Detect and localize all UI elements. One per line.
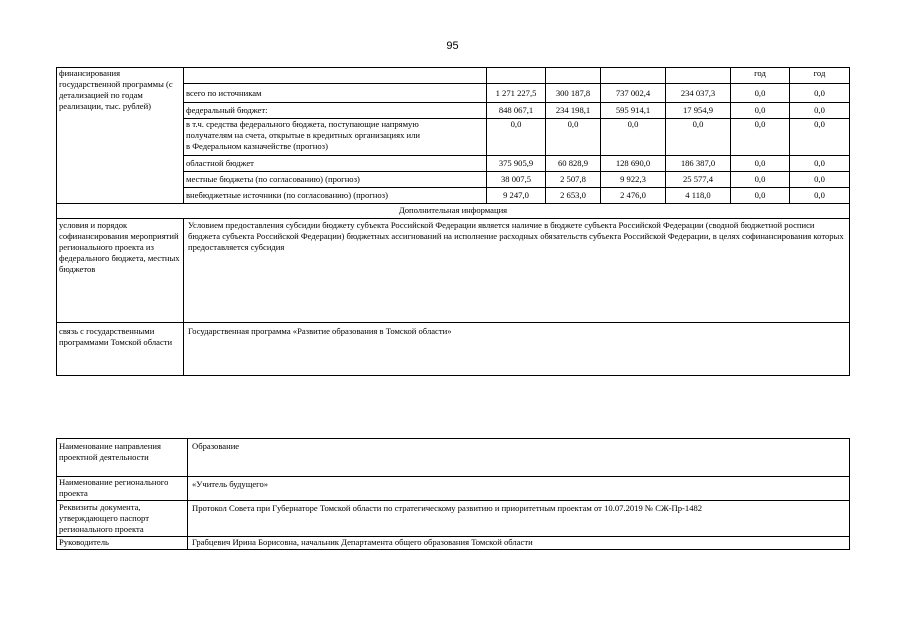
table-row: внебюджетные источники (по согласованию) (прогноз) 9 247,0 2 653,0 2 476,0 4 118,0 0,0 0,0: [57, 188, 850, 204]
table-row: Наименование направления проектной деятельности Образование: [57, 439, 850, 477]
page-number: 95: [446, 40, 459, 52]
financing-label: финансирования государственной программы (с детализацией по годам реализации, тыс. рублей): [57, 68, 184, 204]
table-row: Руководитель Грабцевич Ирина Борисовна, начальник Департамента общего образования Томской области: [57, 537, 850, 550]
table-row: местные бюджеты (по согласованию) (прогноз) 38 007,5 2 507,8 9 922,3 25 577,4 0,0 0,0: [57, 172, 850, 188]
table-row: областной бюджет 375 905,9 60 828,9 128 690,0 186 387,0 0,0 0,0: [57, 156, 850, 172]
table-row: всего по источникам 1 271 227,5 300 187,8 737 002,4 234 037,3 0,0 0,0: [57, 84, 850, 103]
table-row: Наименование регионального проекта «Учитель будущего»: [57, 477, 850, 501]
table-row: федеральный бюджет: 848 067,1 234 198,1 595 914,1 17 954,9 0,0 0,0: [57, 103, 850, 119]
conditions-label: условия и порядок софинансирования мероприятий регионального проекта из федерального бюджета, местных бюджетов: [57, 219, 184, 323]
programs-link-text: Государственная программа «Развитие образования в Томской области»: [184, 323, 850, 376]
table-row: Реквизиты документа, утверждающего паспорт регионального проекта Протокол Совета при Губернаторе Томской области по стратегическому развитию и приоритетным проектам от 10.07.2019 № СЖ-Пр-1482: [57, 501, 850, 537]
conditions-text: Условием предоставления субсидии бюджету субъекта Российской Федерации является наличие в бюджете субъекта Российской Федерации (сводной бюджетной росписи бюджета субъекта Российской Федерации) бюджетных ассигнований на исполнение расходных обязательств субъекта Российской Федерации, в целях софинансирования которых предоставляется субсидия: [184, 219, 850, 323]
additional-info-heading: Дополнительная информация: [57, 204, 850, 219]
table-row: в т.ч. средства федерального бюджета, поступающие напрямую получателям на счета, открытые в кредитных организациях или в Федеральном казначействе (прогноз) 0,0 0,0 0,0 0,0 0,0 0,0: [57, 119, 850, 156]
financing-table: [56, 67, 850, 376]
programs-link-label: связь с государственными программами Томской области: [57, 323, 184, 376]
project-passport-table: [56, 438, 850, 550]
header-year-1: год: [731, 68, 790, 84]
header-year-2: год: [790, 68, 850, 84]
